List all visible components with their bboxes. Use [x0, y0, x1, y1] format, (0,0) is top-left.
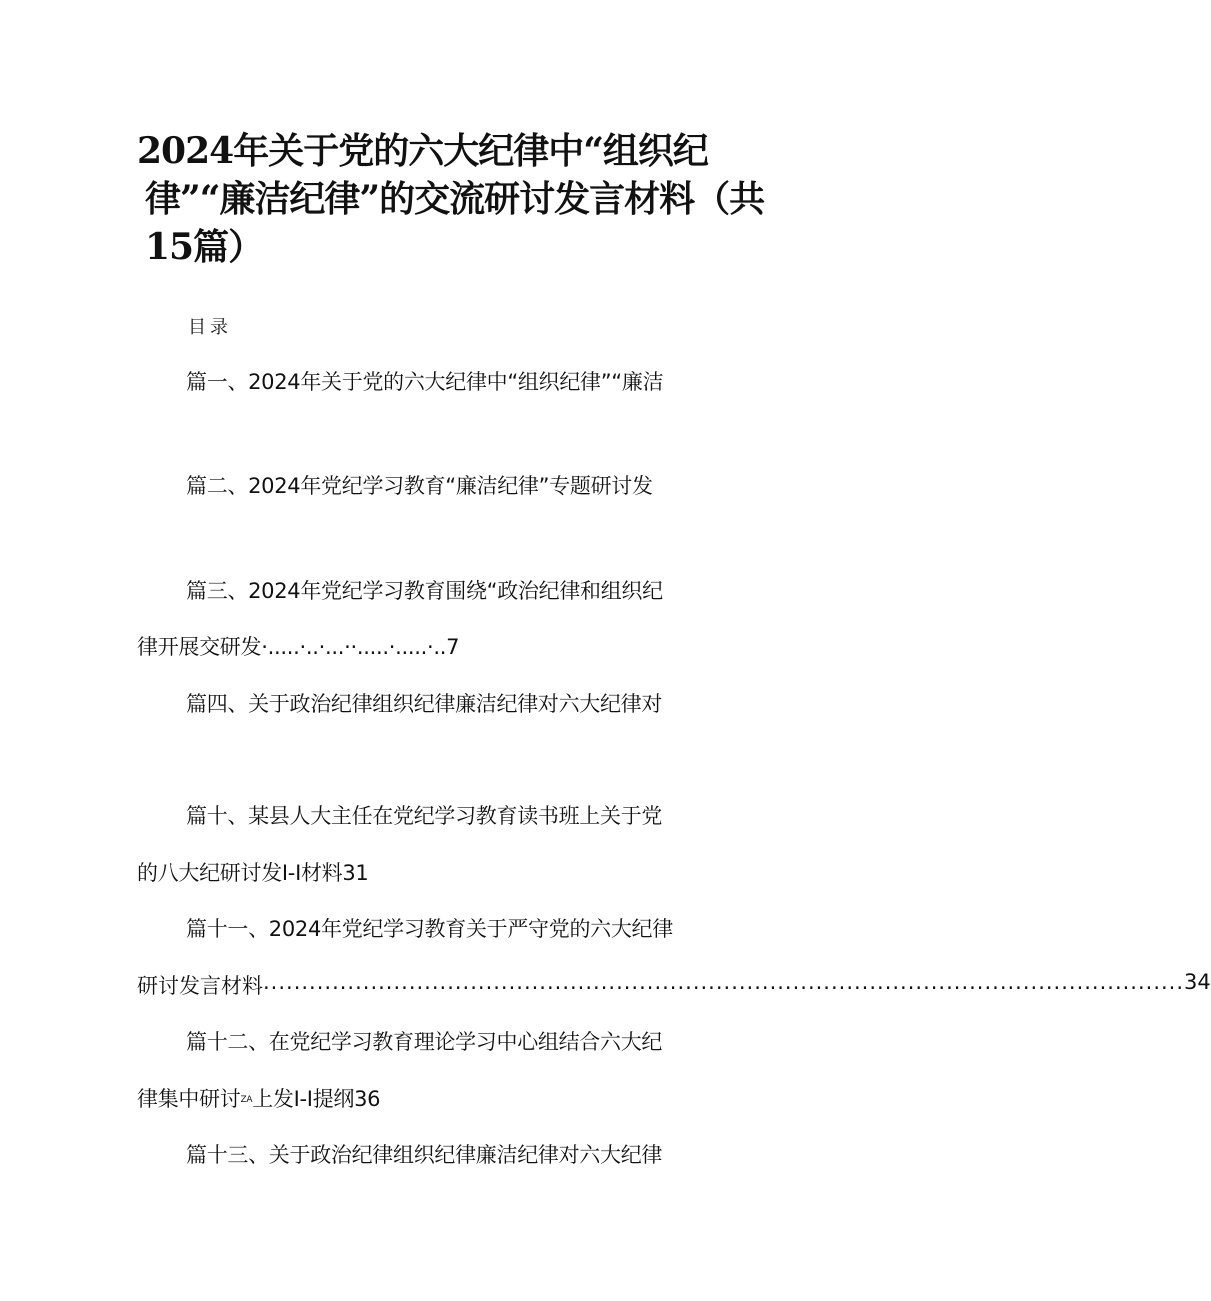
toc-entry-12-artifact: ZA — [240, 1095, 253, 1105]
toc-entry-10-cont[interactable]: 的八大纪研讨发I-I材料31 — [137, 861, 369, 885]
toc-entry-12-cont[interactable] — [137, 1083, 380, 1113]
title-line-1: 2024年关于党的六大纪律中“组织纪 — [137, 130, 708, 172]
toc-entry-13[interactable]: 篇十三、关于政治纪律组织纪律廉洁纪律对六大纪律 — [186, 1143, 663, 1167]
toc-leader-dots: ........................................................................................................................ — [263, 970, 1185, 994]
toc-entry-12-post: 上发I-I提纲36 — [252, 1087, 381, 1111]
toc-entry-2[interactable]: 篇二、2024年党纪学习教育“廉洁纪律”专题研讨发 — [186, 474, 653, 498]
toc-entry-4[interactable]: 篇四、关于政治纪律组织纪律廉洁纪律对六大纪律对 — [186, 692, 663, 716]
toc-entry-1[interactable]: 篇一、2024年关于党的六大纪律中“组织纪律”“廉洁 — [186, 370, 664, 394]
toc-entry-3-cont[interactable]: 律开展交研发·.....·..·...··.....·.....·..7 — [137, 635, 460, 659]
toc-entry-12[interactable]: 篇十二、在党纪学习教育理论学习中心组结合六大纪 — [186, 1030, 663, 1054]
title-line-3: 15篇） — [145, 226, 264, 268]
toc-entry-3[interactable]: 篇三、2024年党纪学习教育围绕“政治纪律和组织纪 — [186, 579, 663, 603]
toc-entry-11-cont[interactable] — [137, 970, 1211, 1000]
toc-page-number: 34 — [1184, 970, 1211, 994]
toc-entry-11-text: 研讨发言材料 — [137, 974, 263, 998]
toc-heading: 目录 — [188, 317, 232, 338]
toc-entry-12-pre: 律集中研讨 — [137, 1087, 241, 1111]
title-line-2: 律”“廉洁纪律”的交流研讨发言材料（共 — [145, 178, 765, 220]
toc-entry-10[interactable]: 篇十、某县人大主任在党纪学习教育读书班上关于党 — [186, 804, 663, 828]
document-title — [137, 127, 787, 271]
toc-entry-11[interactable]: 篇十一、2024年党纪学习教育关于严守党的六大纪律 — [186, 917, 673, 941]
